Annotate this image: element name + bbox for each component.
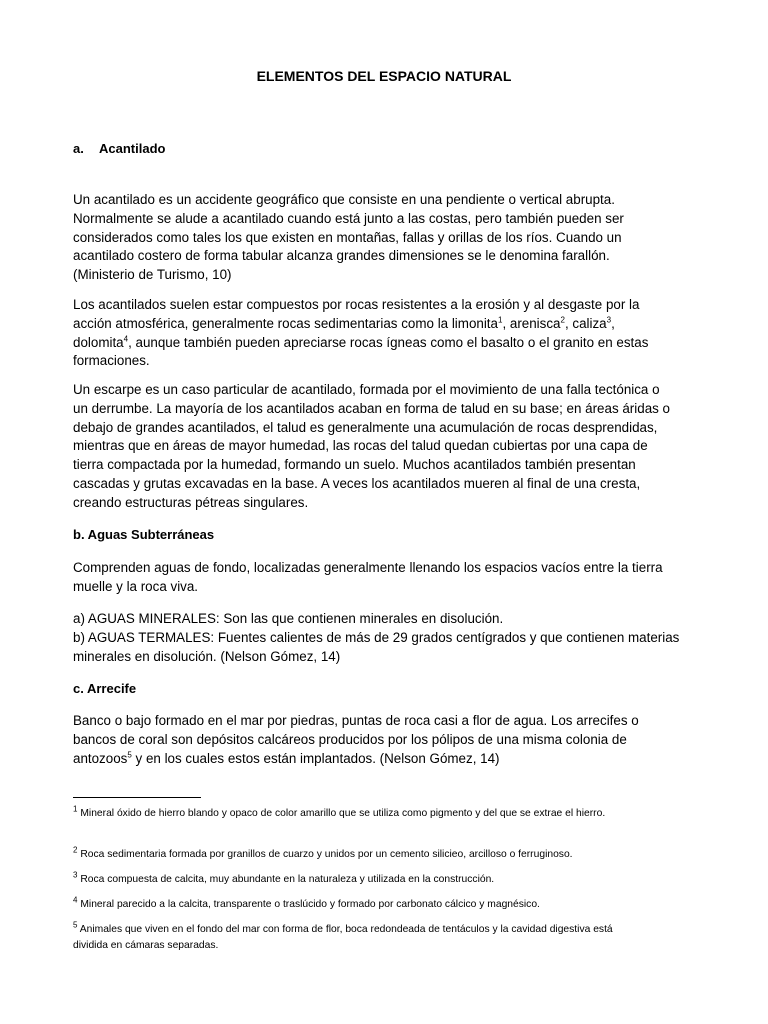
text-line: acción atmosférica, generalmente rocas sedimentarias como la limonita$^1$, arenisca$^2$, caliza$^3$,	[73, 315, 615, 331]
text-line: muelle y la roca viva.	[73, 578, 199, 594]
section-number: a.	[73, 141, 84, 156]
text-line: bancos de coral son depósitos calcáreos producidos por los pólipos de una misma colonia de	[73, 731, 627, 747]
footnote-ref: 1	[497, 315, 503, 325]
text-line: debajo de grandes acantilados, el talud es generalmente una acumulación de rocas desprendidas,	[73, 419, 658, 435]
text-line: cascadas y grutas excavadas en la base. A veces los acantilados mueren al final de una cresta,	[73, 475, 641, 491]
text-line: considerados como tales los que existen en montañas, fallas y orillas de los ríos. Cuando un	[73, 229, 622, 245]
text-line: dolomita$^4$, aunque también pueden apreciarse rocas ígneas como el basalto o el granito en estas	[73, 334, 649, 350]
text-line: Comprenden aguas de fondo, localizadas generalmente llenando los espacios vacíos entre la tierra	[73, 560, 663, 575]
footnote-1: $^1$ Mineral óxido de hierro blando y opaco de color amarillo que se utiliza como pigmento y del que se extrae el hierro.	[73, 804, 606, 819]
footnote-ref: 4	[123, 334, 129, 344]
paragraph-acantilado-definition	[73, 191, 695, 285]
text-line: antozoos$^5$ y en los cuales estos están implantados. (Nelson Gómez, 14)	[73, 750, 500, 766]
paragraph-aguas-definition	[73, 559, 695, 597]
footnote-ref: 3	[606, 315, 612, 325]
text-line: a) AGUAS MINERALES: Son las que contienen minerales en disolución.	[73, 611, 504, 626]
paragraph-aguas-types	[73, 610, 695, 666]
footnote-4: $^4$ Mineral parecido a la calcita, transparente o traslúcido y formado por carbonato cálcico y magnésico.	[73, 895, 540, 910]
footnote-3: $^3$ Roca compuesta de calcita, muy abundante en la naturaleza y utilizada en la construcción.	[73, 870, 495, 885]
footnote-ref: 5	[127, 750, 132, 760]
text-line: formaciones.	[73, 353, 150, 369]
text-line: creando estructuras pétreas singulares.	[73, 494, 309, 510]
text-line: Un acantilado es un accidente geográfico que consiste en una pendiente o vertical abrupta.	[73, 192, 615, 207]
paragraph-acantilado-composition	[73, 296, 695, 371]
text-line: mientras que en áreas de mayor humedad, las rocas del talud quedan cubiertas por una capa de	[73, 438, 648, 454]
paragraph-escarpe	[73, 381, 695, 513]
paragraph-arrecife	[73, 712, 695, 768]
text-line: Banco o bajo formado en el mar por piedras, puntas de roca casi a flor de agua. Los arrecifes o	[73, 713, 639, 728]
footnote-separator	[73, 797, 201, 798]
page-title: ELEMENTOS DEL ESPACIO NATURAL	[256, 68, 512, 84]
text-line: (Ministerio de Turismo, 10)	[73, 267, 232, 283]
text-line: tierra compactada por la humedad, formando un suelo. Muchos acantilados también presentan	[73, 457, 636, 473]
text-line: minerales en disolución. (Nelson Gómez, 14)	[73, 648, 341, 664]
text-line: un derrumbe. La mayoría de los acantilados acaban en forma de talud en su base; en áreas áridas o	[73, 400, 671, 416]
text-line: b) AGUAS TERMALES: Fuentes calientes de más de 29 grados centígrados y que contienen materias	[73, 629, 680, 645]
text-line: Un escarpe es un caso particular de acantilado, formada por el movimiento de una falla tectónica o	[73, 382, 660, 397]
section-label: Acantilado	[99, 141, 166, 156]
text-line: acantilado costero de forma tabular alcanza grandes dimensiones se le denomina farallón.	[73, 248, 610, 264]
text-line: Los acantilados suelen estar compuestos por rocas resistentes a la erosión y al desgaste por la	[73, 297, 640, 312]
section-heading-aguas-subterraneas: b. Aguas Subterráneas	[73, 527, 215, 542]
footnote-ref: 2	[560, 315, 565, 325]
section-heading-acantilado	[73, 140, 165, 158]
section-heading-arrecife: c. Arrecife	[73, 681, 137, 696]
footnote-5: $^5$ Animales que viven en el fondo del mar con forma de flor, boca redondeada de tentáculos y la cavidad digestiva está dividida en cámaras separadas.	[73, 920, 613, 951]
footnote-2: $^2$ Roca sedimentaria formada por granillos de cuarzo y unidos por un cemento silicieo, arcilloso o ferruginoso.	[73, 845, 573, 860]
text-line: Normalmente se alude a acantilado cuando está junto a las costas, pero también pueden ser	[73, 210, 624, 226]
